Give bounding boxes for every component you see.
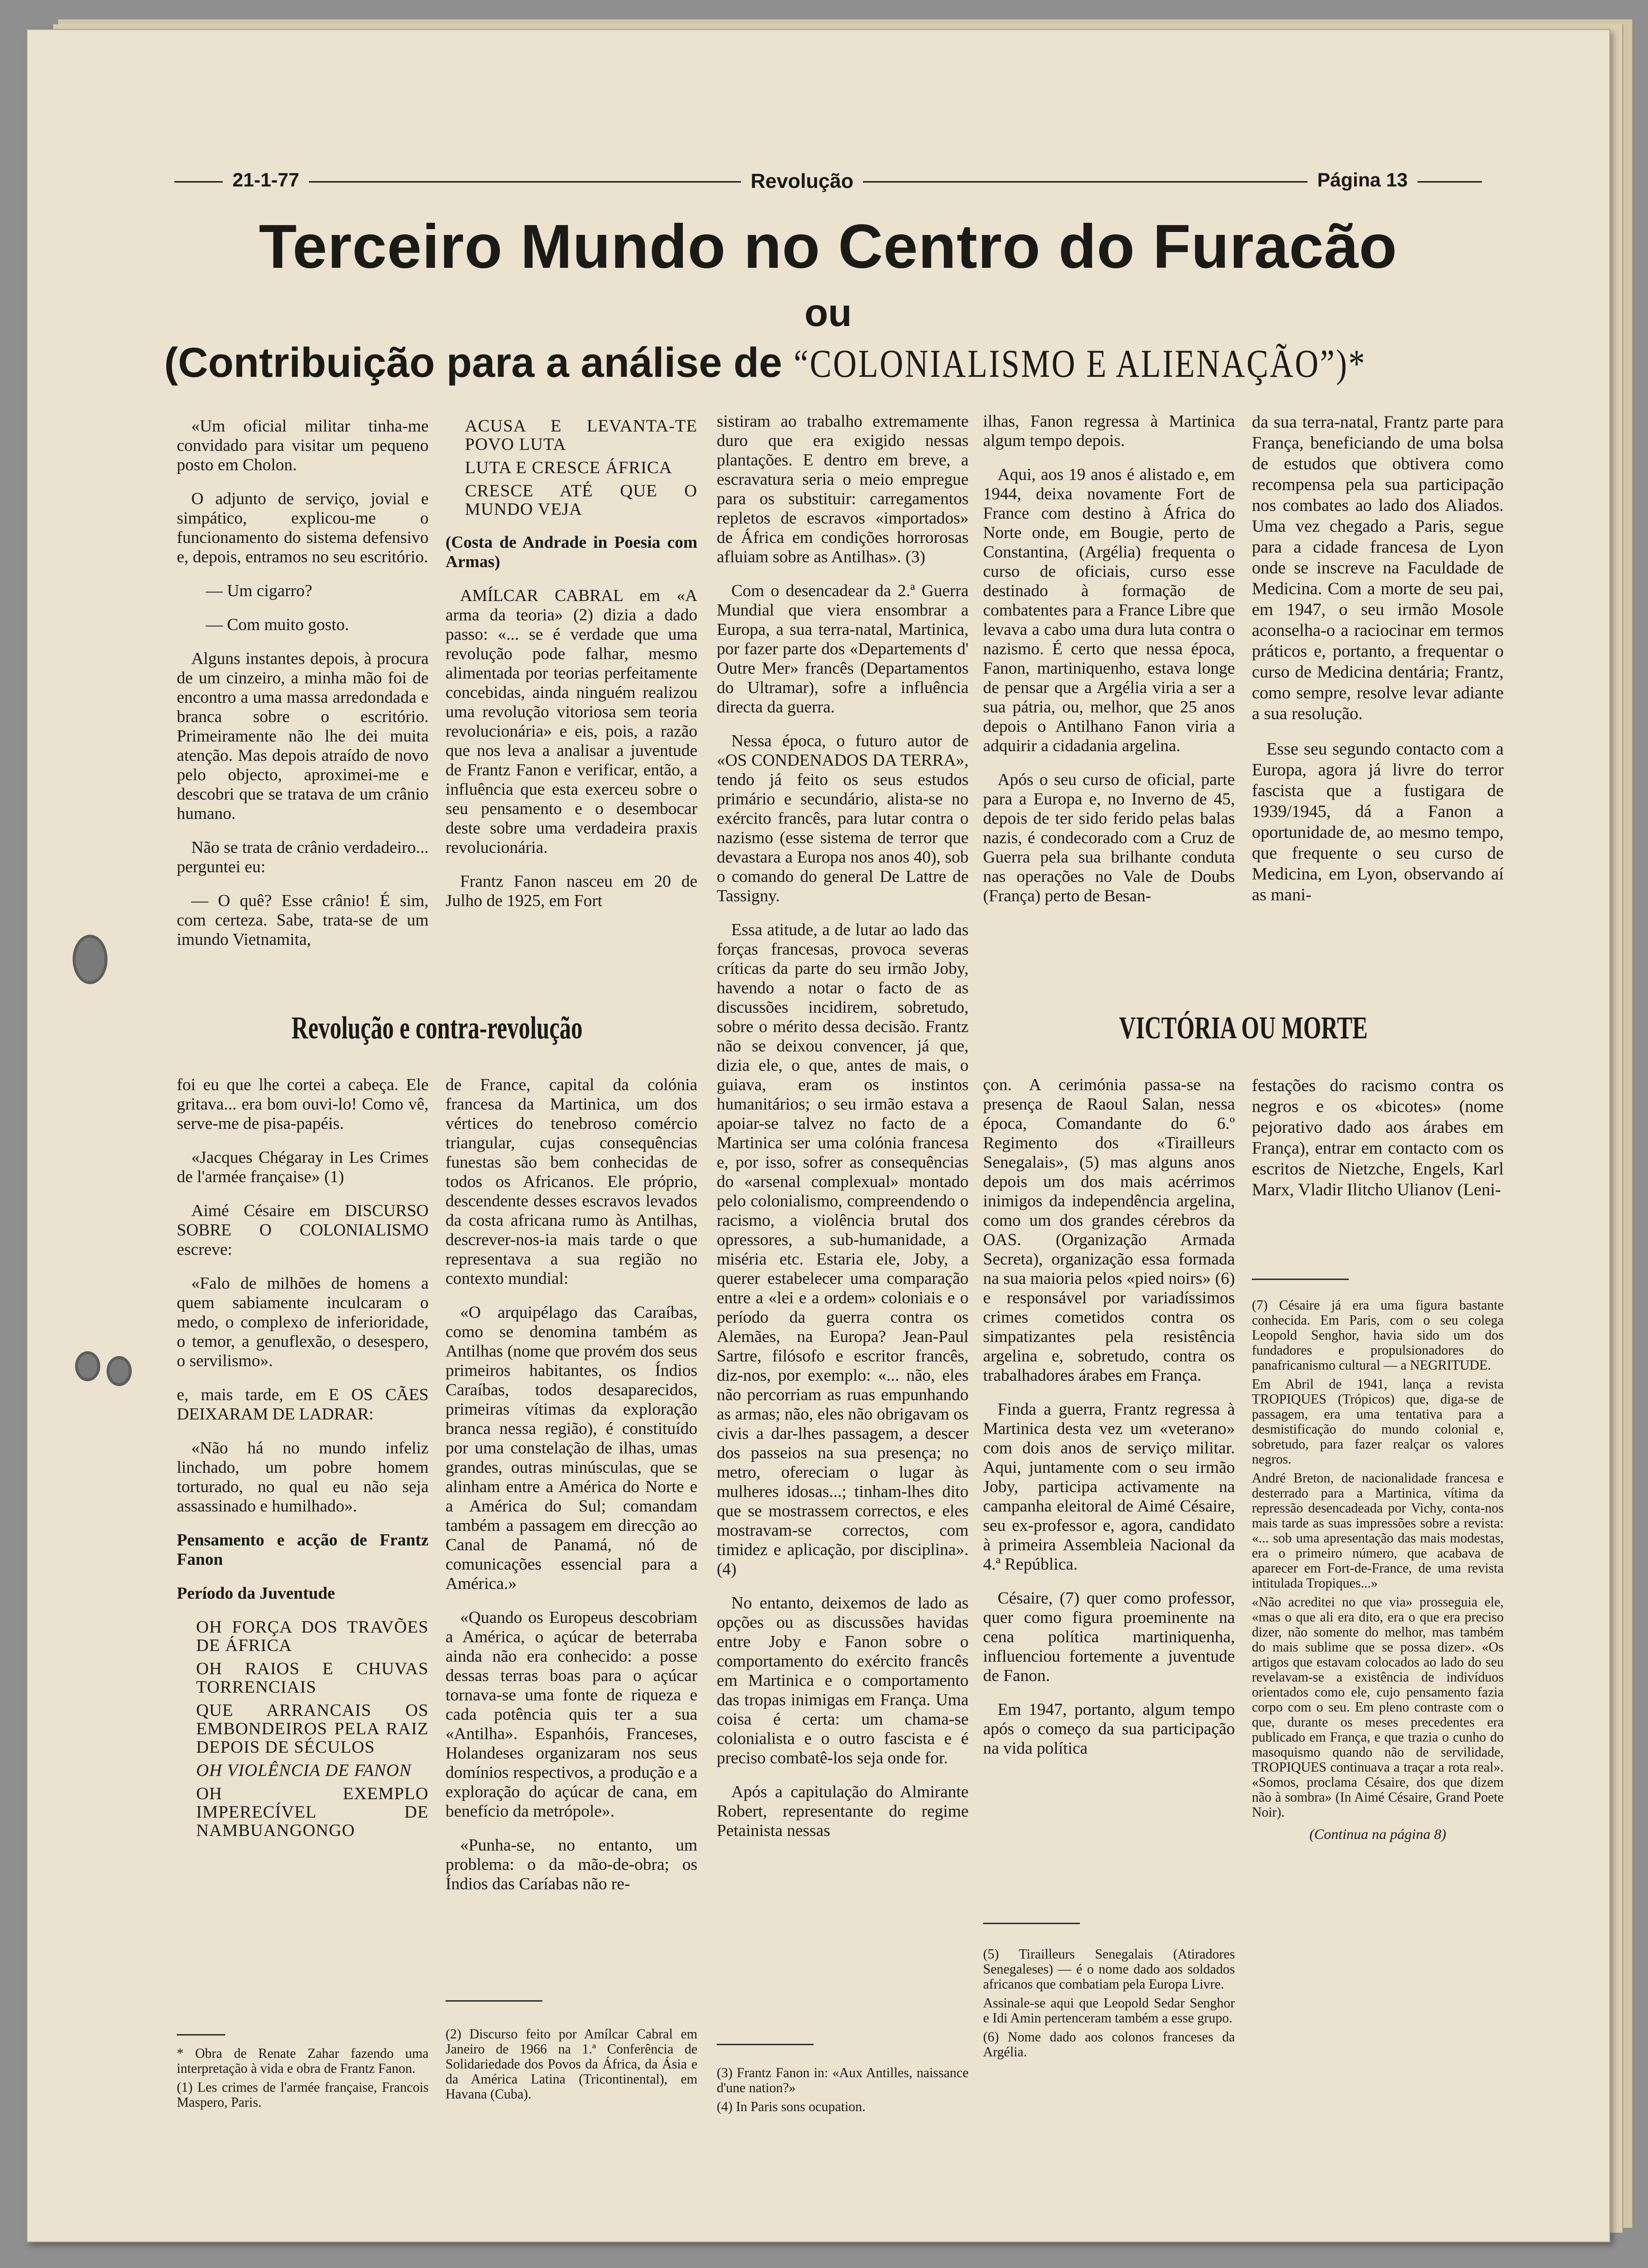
paragraph: Alguns instantes depois, à procura de um cinzeiro, a minha mão foi de encontro a uma massa arredondada e branca sobre o escritório. Primeiramente não lhe dei muita atenção. Mas depois atraído de novo pelo objecto, aproximei-me e descobri que se tratava de um crânio humano. (177, 649, 429, 823)
page-header (145, 165, 1511, 199)
paragraph: Esse seu segundo contacto com a Europa, agora já livre do terror fascista que a fustigara de 1939/1945, dá a Fanon a oportunidade de, ao mesmo tempo, que frequente o seu curso de Medicina, em Lyon, observando aí as mani- (1252, 739, 1504, 904)
footnote-rule (446, 2000, 542, 2002)
footnote: (1) Les crimes de l'armée française, Francois Maspero, Paris. (177, 2080, 429, 2110)
paragraph: O adjunto de serviço, jovial e simpático, explicou-me o funcionamento do sistema defensivo e, depois, entramos no seu escritório. (177, 489, 429, 566)
paragraph: Após a capitulação do Almirante Robert, representante do regime Petainista nessas (717, 1782, 969, 1840)
column-2-top (446, 417, 697, 925)
section-heading: VICTÓRIA OU MORTE (1119, 1010, 1368, 1046)
paragraph: Com o desencadear da 2.ª Guerra Mundial que viera ensombrar a Europa, a sua terra-natal, Martinica, por fazer parte dos «Departements d' Outre Mer» francês (Departamentos do Ultramar), sofre a influência directa da guerra. (717, 581, 969, 716)
paragraph: — Um cigarro? (206, 581, 312, 600)
paragraph: «Jacques Chégaray in Les Crimes de l'armée française» (1) (177, 1148, 429, 1186)
footnotes-col-5 (1252, 1298, 1504, 1846)
continuation-note: (Continua na página 8) (1309, 1826, 1447, 1842)
footnote: (5) Tirailleurs Senegalais (Atiradores Senegaleses) — é o nome dado aos soldados africanos que combatiam pela Europa Livre. (983, 1947, 1235, 1992)
footnotes-col-4 (983, 1947, 1235, 2064)
footnote: «Não acreditei no que via» prosseguia ele, «mas o que ali era dito, era o que era preciso dizer, não somente do melhor, mas também do mais sublime que se possa dizer». «Os artigos que estavam colocados ao lado do seu revelavam-se a existência de indivíduos orientados como ele, cujo pensamento fazia corpo com o seu. Em pleno contraste com o que, durante os meses precedentes era publicado em França, e que trazia o cunho do masoquismo quando não de servilidade, TROPIQUES continuava a traçar a rota real». «Somos, proclama Césaire, dos que dizem não à sombra» (In Aimé Césaire, Grand Poete Noir). (1252, 1595, 1504, 1820)
binding-hole (73, 935, 108, 984)
paragraph: e, mais tarde, em E OS CÃES DEIXARAM DE LADRAR: (177, 1385, 429, 1423)
footnotes-col-3 (717, 2066, 969, 2118)
poem-line: LUTA E CRESCE ÁFRICA (465, 458, 673, 477)
subtitle-part1: (Contribuição para a análise de (164, 339, 794, 386)
footnote-rule (983, 1923, 1080, 1924)
footnote-rule (1252, 1279, 1349, 1280)
poem-line: ACUSA E LEVANTA-TE POVO LUTA (465, 416, 697, 454)
footnote-rule (177, 2034, 225, 2036)
paragraph: ilhas, Fanon regressa à Martinica algum tempo depois. (983, 412, 1235, 450)
binding-hole (75, 1351, 100, 1381)
footnotes-col-2 (446, 2027, 697, 2106)
paragraph: Não se trata de crânio verdadeiro... perguntei eu: (177, 838, 429, 876)
footnote: (4) In Paris sons ocupation. (717, 2099, 866, 2114)
footnote: (7) Césaire já era uma figura bastante conhecida. Em Paris, com o seu colega Leopold Senghor, havia sido um dos fundadores e propulsionadores do panafricanismo cultural — a NEGRITUDE. (1252, 1298, 1504, 1373)
paragraph: Essa atitude, a de lutar ao lado das forças francesas, provoca severas críticas da parte do seu irmão Joby, havendo a notar o facto de as discussões incidirem, sobretudo, sobre o mérito dessa decisão. Frantz não se deixou convencer, já que, dizia ele, o que, antes de mais, o guiava, eram os instintos humanitários; o seu irmão estava a apoiar-se talvez no facto de a Martinica ser uma colónia francesa e, por isso, sofrer as consequências do «arsenal complexual» montado pelo colonialismo, compreendendo o racismo, a violência brutal dos opressores, a sub-humanidade, a miséria etc. Estaria ele, Joby, a querer estabelecer uma comparação entre a «lei e a ordem» coloniais e o período da guerra contra os Alemães, na Europa? Jean-Paul Sartre, filósofo e escritor francês, diz-nos, por exemplo: «... não, eles não percorriam as ruas empunhando as armas; não, eles não obrigavam os civis a dar-lhes passagem, a descer dos passeios na sua presença; no metro, ofereciam o lugar às mulheres idosas...; tinham-lhes dito que se mostrassem correctos, e eles mostravam-se correctos, com timidez e aplicação, por disciplina». (4) (717, 920, 969, 1578)
column-4-top (983, 412, 1235, 920)
footnote: (3) Frantz Fanon in: «Aux Antilles, naissance d'une nation?» (717, 2066, 969, 2096)
poem-line: OH EXEMPLO IMPERECÍVEL DE NAMBUANGONGO (196, 1784, 429, 1840)
poem-line: OH VIOLÊNCIA DE FANON (196, 1760, 412, 1780)
paragraph: «Falo de milhões de homens a quem sabiamente inculcaram o medo, o complexo de inferioridade, o temor, a genuflexão, o desespero, o servilismo». (177, 1274, 429, 1370)
column-5-bottom (1252, 1075, 1504, 1215)
paragraph: festações do racismo contra os negros e os «bicotes» (nome pejorativo dado aos árabes em França), entrar em contacto com os escritos de Nietzche, Engels, Karl Marx, Vladir Ilitcho Ulianov (Leni- (1252, 1076, 1504, 1199)
paragraph: foi eu que lhe cortei a cabeça. Ele gritava... era bom ouvi-lo! Como vê, serve-me de pisa-papéis. (177, 1075, 429, 1133)
column-1-top (177, 417, 429, 964)
paragraph: Nessa época, o futuro autor de «OS CONDENADOS DA TERRA», tendo já feito os seus estudos primário e secundário, alista-se no exército francês, para lutar contra o nazismo (esse sistema de terror que devastara a Europa nos anos 40), sob o comando do general De Lattre de Tassigny. (717, 731, 969, 905)
paragraph: — Com muito gosto. (206, 615, 349, 634)
poem-line: OH FORÇA DOS TRAVÕES DE ÁFRICA (196, 1617, 429, 1655)
paragraph: de France, capital da colónia francesa da Martinica, um dos vértices do tenebroso comércio triangular, cujas consequências funestas são bem conhecidas de todos os Africanos. Ele próprio, descendente desses escravos levados da costa africana rumo às Antilhas, descrever-nos-ia mais tarde o que representava a sua região no contexto mundial: (446, 1075, 697, 1288)
paragraph: No entanto, deixemos de lado as opções ou as discussões havidas entre Joby e Fanon sobre o comportamento do exército francês em Martinica e o comportamento das tropas inimigas em França. Uma coisa é certa: um chama-se colonialista e o outro fascista e é preciso combatê-los seja onde for. (717, 1593, 969, 1767)
footnote: (2) Discurso feito por Amílcar Cabral em Janeiro de 1966 na 1.ª Conferência de Solidariedade dos Povos da África, da Ásia e da América Latina (Tricontinental), em Havana (Cuba). (446, 2027, 697, 2102)
paragraph: «Um oficial militar tinha-me convidado para visitar um pequeno posto em Cholon. (177, 417, 429, 474)
section-heading: Revolução e contra-revolução (292, 1010, 583, 1046)
headline-subtitle (145, 339, 1511, 387)
footnote-rule (717, 2044, 814, 2045)
poem-credit: (Costa de Andrade in Poesia com Armas) (446, 533, 697, 571)
column-4-bottom (983, 1075, 1235, 1773)
paragraph: «Punha-se, no entanto, um problema: o da mão-de-obra; os Índios das Caríabas não re- (446, 1836, 697, 1893)
subtitle-part2: “COLONIALISMO E ALIENAÇÃO”)* (793, 341, 1367, 386)
footnotes-col-1 (177, 2046, 429, 2114)
paragraph: Césaire, (7) quer como professor, quer como figura proeminente na cena política martiniquenha, influenciou fortemente a juventude de Fanon. (983, 1589, 1235, 1685)
paragraph: «Quando os Europeus descobriam a América, o açúcar de beterraba ainda não era conhecido: a posse dessas terras boas para o açúcar tornava-se uma fonte de riqueza e cada potência quis ter a sua «Antilha». Espanhóis, Franceses, Holandeses organizaram nos seus domínios respectivos, a produção e a exploração do açúcar de cana, em benefício da metrópole». (446, 1608, 697, 1821)
paragraph: Finda a guerra, Frantz regressa à Martinica desta vez um «veterano» com dois anos de serviço militar. Aqui, juntamente com o seu irmão Joby, participa activamente na campanha eleitoral de Aimé Césaire, seu ex-professor e, agora, candidato à primeira Assembleia Nacional da 4.ª República. (983, 1400, 1235, 1574)
column-2-bottom (446, 1075, 697, 1908)
column-5-top (1252, 412, 1504, 920)
poem-line: QUE ARRANCAIS OS EMBONDEIROS PELA RAIZ DEPOIS DE SÉCULOS (196, 1700, 429, 1757)
footnote: (6) Nome dado aos colonos franceses da Argélia. (983, 2030, 1235, 2060)
header-date: 21-1-77 (223, 170, 309, 191)
paragraph: AMÍLCAR CABRAL em «A arma da teoria» (2) dizia a dado passo: «... se é verdade que uma revolução pode falhar, mesmo alimentada por teorias perfeitamente concebidas, ainda ninguém realizou uma revolução vitoriosa sem teoria revolucionária» e eis, pois, a razão que nos leva a analisar a juventude de Frantz Fanon e verificar, então, a influência que esta exerceu sobre o seu pensamento e o desembocar deste sobre uma verdadeira praxis revolucionária. (446, 586, 697, 857)
column-1-bottom (177, 1075, 429, 1844)
paragraph: çon. A cerimónia passa-se na presença de Raoul Salan, nessa época, Comandante do 6.º Regimento dos «Tirailleurs Senegalais», (5) mas alguns anos depois um dos mais acérrimos inimigos da independência argelina, como um dos grandes cérebros da OAS. (Organização Armada Secreta), organização essa formada na sua maioria pelos «pied noirs» (6) e responsável por variadíssimos crimes cometidos contra os simpatizantes pela resistência argelina e, sobretudo, contra os trabalhadores árabes em França. (983, 1075, 1235, 1385)
paragraph: «O arquipélago das Caraíbas, como se denomina também as Antilhas (nome que provém dos seus primeiros habitantes, os Índios Caraíbas, todos desaparecidos, primeiras vítimas da exploração branca nessa região), é constituído por uma constelação de ilhas, umas grandes, outras minúsculas, que se alinham entre a América do Norte e a América do Sul; comandam também a passagem em direcção ao Canal de Panamá, nó de comunicações essencial para a América.» (446, 1303, 697, 1593)
subheading: Período da Juventude (177, 1584, 335, 1603)
footnote: * Obra de Renate Zahar fazendo uma interpretação à vida e obra de Frantz Fanon. (177, 2046, 429, 2076)
column-3 (717, 412, 969, 1855)
headline: Terceiro Mundo no Centro do Furacão (259, 212, 1398, 281)
paragraph: Frantz Fanon nasceu em 20 de Julho de 1925, em Fort (446, 872, 697, 910)
paragraph: da sua terra-natal, Frantz parte para França, beneficiando de uma bolsa de estudos que obtivera como recompensa pela sua participação nos combates ao lado dos Aliados. Uma vez chegado a Paris, segue para a cidade francesa de Lyon onde se inscreve na Faculdade de Medicina. Com a morte de seu pai, em 1947, o seu irmão Mosole aconselha-o a raciocinar em termos práticos e, portanto, a frequentar o curso de Medicina dentária; Frantz, como sempre, resolve levar adiante a sua resolução. (1252, 412, 1504, 723)
paragraph: sistiram ao trabalho extremamente duro que era exigido nessas plantações. E dentro em breve, a escravatura seria o meio empregue para os substituir: carregamentos repletos de escravos «importados» de África em condições horrorosas afluiam sobre as Antilhas». (3) (717, 412, 969, 566)
footnote: André Breton, de nacionalidade francesa e desterrado para a Martinica, vítima da repressão desencadeada por Vichy, conta-nos mais tarde as suas impressões sobre a revista: «... sob uma apresentação das mais modestas, era o primeiro número, que acabava de aparecer em Fort-de-France, de uma revista intitulada Tropiques...» (1252, 1471, 1504, 1591)
paragraph: Aimé Césaire em DISCURSO SOBRE O COLONIALISMO escreve: (177, 1201, 429, 1259)
paragraph: Em 1947, portanto, algum tempo após o começo da sua participação na vida política (983, 1700, 1235, 1758)
subheading: Pensamento e acção de Frantz Fanon (177, 1530, 429, 1569)
paragraph: — O quê? Esse crânio! É sim, com certeza. Sabe, trata-se de um imundo Vietnamita, (177, 891, 429, 949)
binding-hole (107, 1356, 132, 1386)
headline-ou: ou (804, 291, 852, 334)
paragraph: «Não há no mundo infeliz linchado, um pobre homem torturado, no qual eu não seja assassinado e humilhado». (177, 1438, 429, 1515)
footnote: Assinale-se aqui que Leopold Sedar Senghor e Idi Amin pertenceram também a esse grupo. (983, 1996, 1235, 2026)
paragraph: Após o seu curso de oficial, parte para a Europa e, no Inverno de 45, depois de ter sido ferido pelas balas nazis, é condecorado com a Cruz de Guerra pela sua brilhante conduta nas operações no Vale de Doubs (França) perto de Besan- (983, 770, 1235, 905)
footnote: Em Abril de 1941, lança a revista TROPIQUES (Trópicos) que, diga-se de passagem, era uma tentativa para a desmistificação do mundo colonial e, sobretudo, para fazer realçar os valores negros. (1252, 1377, 1504, 1467)
poem-line: CRESCE ATÉ QUE O MUNDO VEJA (465, 481, 697, 519)
header-page-number: Página 13 (1308, 170, 1417, 191)
poem-line: OH RAIOS E CHUVAS TORRENCIAIS (196, 1659, 429, 1697)
paragraph: Aqui, aos 19 anos é alistado e, em 1944, deixa novamente Fort de France com destino à África do Norte onde, em Bougie, perto de Constantina, (Argélia) frequenta o curso de oficiais, curso esse destinado à formação de combatentes para a France Libre que levava a cabo uma dura luta contra o nazismo. É certo que nessa época, Fanon, martiniquenho, estava longe de pensar que a Argélia viria a ser a sua pátria, ou, melhor, que 25 anos depois o Antilhano Fanon viria a adquirir a cidadania argelina. (983, 465, 1235, 755)
header-paper-name: Revolução (741, 170, 863, 193)
